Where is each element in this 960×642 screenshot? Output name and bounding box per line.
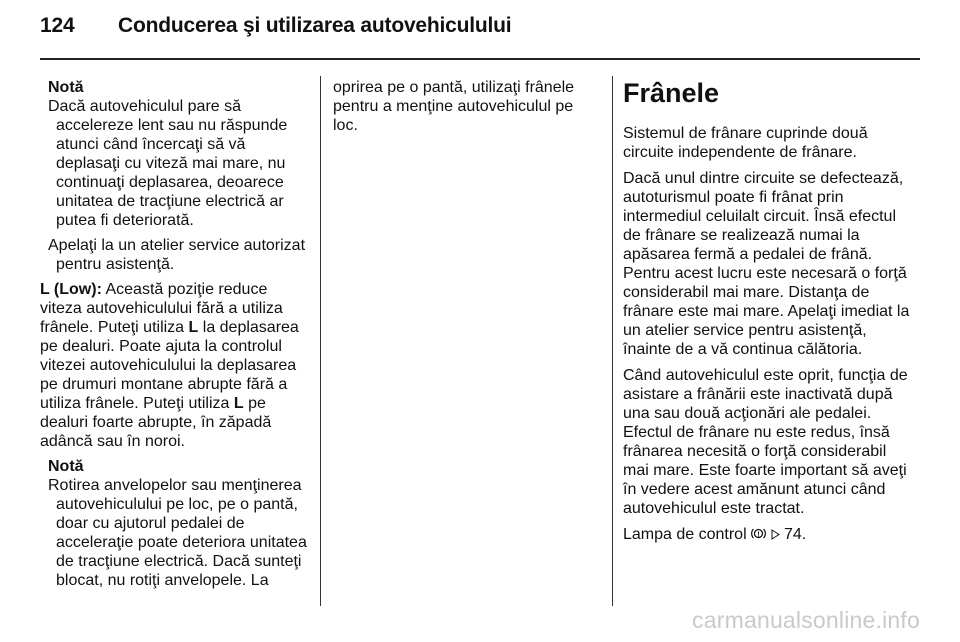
page-number: 124 [40,14,75,37]
column-middle [333,78,598,135]
term-label: L (Low): [40,281,102,298]
note-box [40,457,308,590]
paragraph-reference [623,525,913,544]
watermark: carmanualsonline.info [692,607,920,633]
header-divider [40,58,920,60]
gear-l-label: L [188,319,199,336]
column-divider [320,76,321,606]
note-body-2: Apelaţi la un atelier service autorizat pentru asistenţă. [48,237,306,273]
paragraph-text: la deplasarea pe dealuri. Poate ajuta la controlul vitezei autovehiculului la deplasarea pe drumuri montane abrupte fără a utiliza frânele. Puteţi utiliza [40,319,299,412]
reference-text: Lampa de control [623,526,747,543]
brake-warning-icon [751,526,766,541]
page-reference: 74. [784,526,807,543]
paragraph-text: pe dealuri foarte abrupte, în zăpadă adâncă sau în noroi. [40,395,272,450]
note-title: Notă [48,79,84,96]
page-header [40,14,511,38]
note-title: Notă [48,458,84,475]
page-title: Conducerea şi utilizarea autovehiculului [118,14,512,37]
page-reference-arrow-icon [771,526,780,537]
column-left [40,78,308,590]
column-divider [612,76,613,606]
note-body: Dacă autovehiculul pare să accelereze lent sau nu răspunde atunci când încercaţi să vă deplasaţi cu viteză mai mare, nu continuaţi deplasarea, deoarece unitatea de tracţiune electrică ar putea fi deteriorată. [48,98,288,229]
paragraph: Dacă unul dintre circuite se defectează, autoturismul poate fi frânat prin intermediul celuilalt circuit. Însă efectul de frânare se realizează numai la apăsarea fermă a pedalei de frână. Pentru acest lucru este necesară o forţă considerabil mai mare. Distanţa de frânare este mai mare. Apelaţi imediat la un atelier service pentru asistenţă, înainte de a vă continua călătoria. [623,170,910,358]
paragraph: Când autovehiculul este oprit, funcţia de asistare a frânării este inactivată după una sau două acţionări ale pedalei. Efectul de frânare nu este redus, însă frânarea necesită o forţă considerabil mai mare. Este foarte important să aveţi în vedere acest amănunt atunci când autovehiculul este tractat. [623,367,908,517]
paragraph-l-low [40,280,308,451]
note-body: Rotirea anvelopelor sau menţinerea autovehiculului pe loc, pe o pantă, doar cu ajutorul pedalei de acceleraţie poate deteriora unitatea de tracţiune electrică. Dacă sunteţi blocat, nu rotiţi anvelopele. La [48,477,307,589]
column-right [623,78,913,551]
section-heading: Frânele [623,78,720,108]
paragraph-text: Această poziţie reduce viteza autovehiculului fără a utiliza frânele. Puteţi utiliza [40,281,283,336]
paragraph: Sistemul de frânare cuprinde două circuite independente de frânare. [623,125,868,161]
continued-text: oprirea pe o pantă, utilizaţi frânele pentru a menţine autovehiculul pe loc. [333,79,575,134]
note-box [40,78,308,274]
svg-text:!: ! [757,531,760,539]
gear-l-label: L [233,395,244,412]
